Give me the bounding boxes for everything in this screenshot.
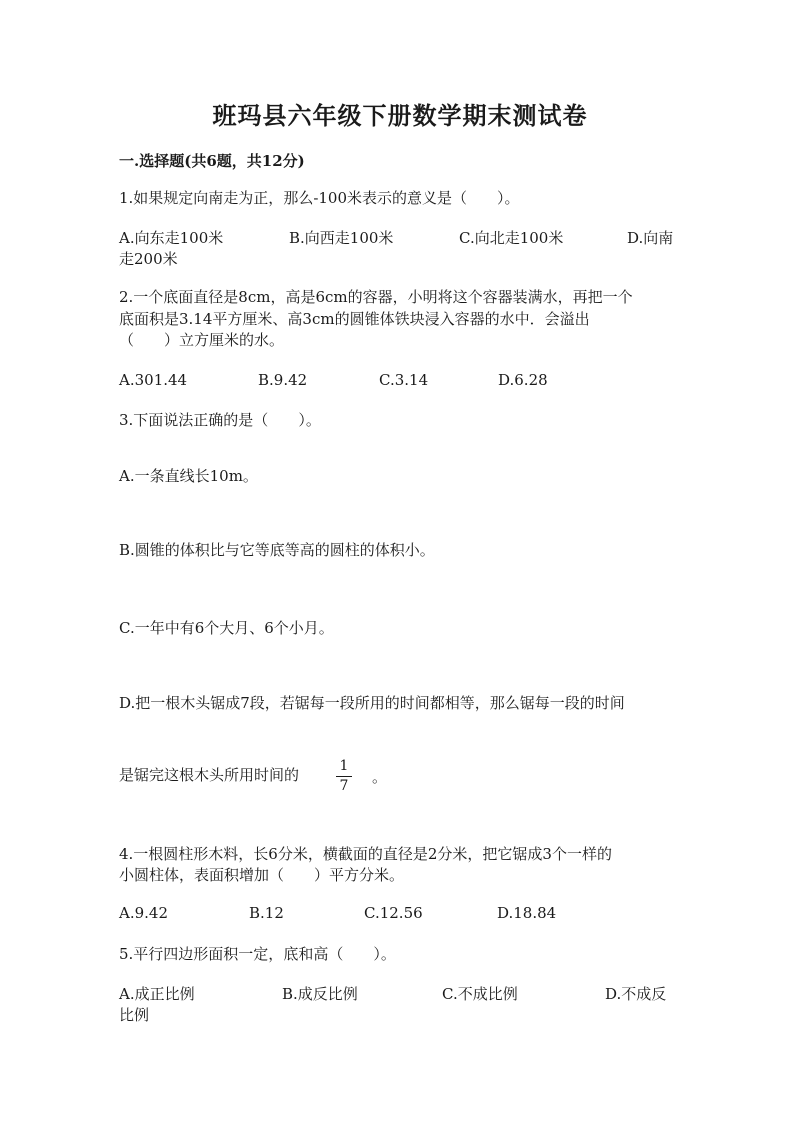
- question-2-option-d: D.6.28: [498, 371, 548, 389]
- question-4-stem-line-1: 4.一根圆柱形木料，长6分米，横截面的直径是2分米，把它锯成3个一样的: [119, 845, 612, 863]
- question-3-option-d-end: 。: [372, 768, 388, 786]
- question-5-option-d-cont: 比例: [119, 1006, 150, 1024]
- question-4-stem-line-2: 小圆柱体，表面积增加（ ）平方分米。: [119, 866, 405, 884]
- fraction-bar: [336, 776, 352, 777]
- section-heading: 一.选择题(共6题，共12分): [119, 152, 305, 170]
- fraction-one-seventh: [334, 758, 354, 795]
- question-5-stem: 5.平行四边形面积一定，底和高（ ）。: [119, 945, 396, 963]
- question-1-option-d: D.向南: [627, 229, 674, 247]
- question-1-option-a: A.向东走100米: [119, 229, 224, 247]
- question-1-option-d-cont: 走200米: [119, 250, 178, 268]
- fraction-numerator: 1: [339, 758, 349, 774]
- fraction-denominator: 7: [339, 778, 349, 794]
- question-2-option-a: A.301.44: [119, 371, 188, 389]
- question-2-option-c: C.3.14: [379, 371, 429, 389]
- question-5-option-c: C.不成比例: [442, 985, 518, 1003]
- question-3-stem: 3.下面说法正确的是（ ）。: [119, 411, 321, 429]
- question-4-option-b: B.12: [249, 904, 284, 922]
- question-4-option-d: D.18.84: [497, 904, 557, 922]
- question-4-option-a: A.9.42: [119, 904, 168, 922]
- question-5-option-b: B.成反比例: [282, 985, 358, 1003]
- question-2-stem-line-3: （ ）立方厘米的水。: [119, 331, 285, 349]
- question-3-option-c: C.一年中有6个大月、6个小月。: [119, 619, 334, 637]
- question-1-stem: 1.如果规定向南走为正，那么-100米表示的意义是（ ）。: [119, 189, 520, 207]
- question-2-stem-line-1: 2.一个底面直径是8cm，高是6cm的容器，小明将这个容器装满水，再把一个: [119, 288, 633, 306]
- question-1-option-c: C.向北走100米: [459, 229, 564, 247]
- question-4-option-c: C.12.56: [364, 904, 423, 922]
- question-5-option-d: D.不成反: [605, 985, 667, 1003]
- question-1-option-b: B.向西走100米: [289, 229, 394, 247]
- question-3-option-d-line-2: 是锯完这根木头所用时间的: [119, 766, 300, 784]
- question-3-option-d-line-1: D.把一根木头锯成7段，若锯每一段所用的时间都相等，那么锯每一段的时间: [119, 694, 625, 712]
- question-2-option-b: B.9.42: [258, 371, 308, 389]
- question-3-option-b: B.圆锥的体积比与它等底等高的圆柱的体积小。: [119, 541, 435, 559]
- question-2-stem-line-2: 底面积是3.14平方厘米、高3cm的圆锥体铁块浸入容器的水中．会溢出: [119, 310, 590, 328]
- question-3-option-a: A.一条直线长10m。: [119, 467, 258, 485]
- question-5-option-a: A.成正比例: [119, 985, 195, 1003]
- page-title: 班玛县六年级下册数学期末测试卷: [212, 101, 588, 130]
